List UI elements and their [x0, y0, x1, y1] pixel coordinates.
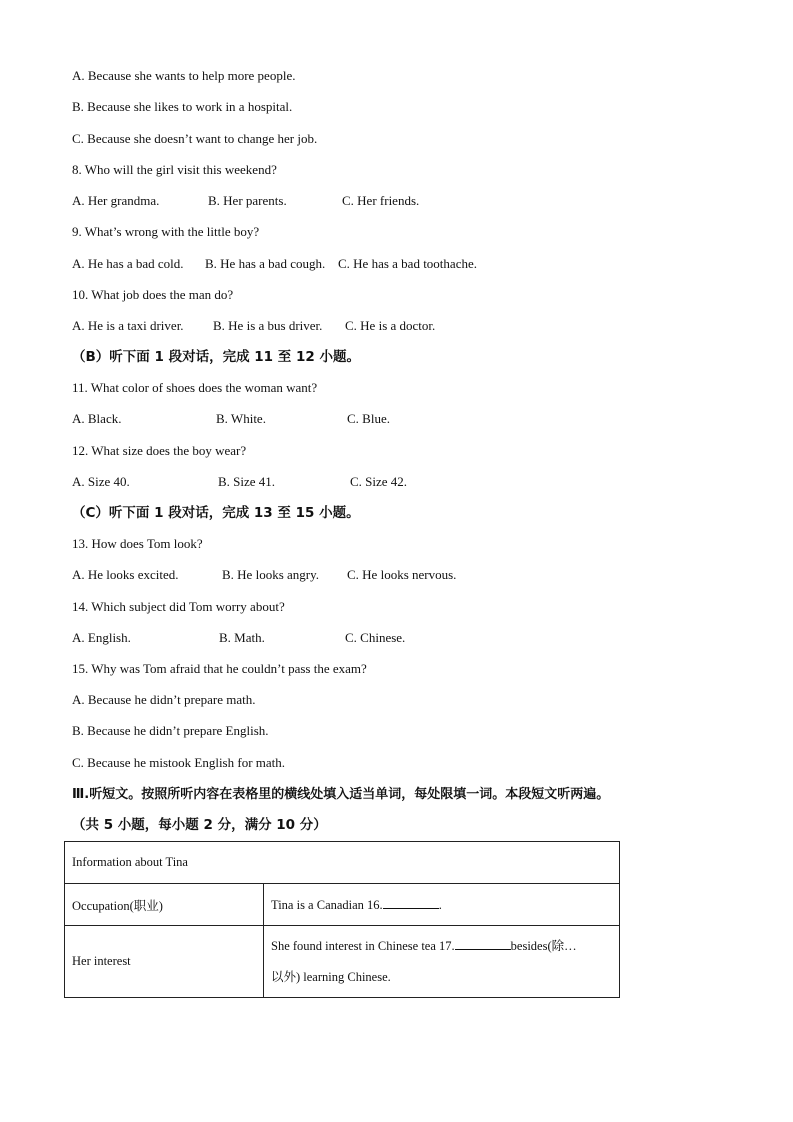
q11-option-c: C. Blue.	[347, 411, 390, 426]
interest-cell	[264, 926, 620, 998]
occupation-text: Tina is a Canadian 16.	[271, 897, 383, 912]
q8-option-b: B. Her parents.	[208, 193, 287, 208]
q15-option-b: B. Because he didn’t prepare English.	[72, 723, 269, 738]
section-b-heading: （B）听下面 1 段对话，完成 11 至 12 小题。	[72, 349, 360, 365]
occupation-period: .	[438, 897, 442, 912]
q8-option-c: C. Her friends.	[342, 193, 420, 208]
section-3-heading: Ⅲ.听短文。按照所听内容在表格里的横线处填入适当单词，每处限填一词。本段短文听两遍。	[72, 787, 610, 802]
question-15: 15. Why was Tom afraid that he couldn’t pass the exam?	[72, 661, 367, 676]
occupation-label: Occupation(职业)	[65, 884, 264, 926]
q13-option-b: B. He looks angry.	[222, 567, 320, 582]
q11-option-b: B. White.	[216, 411, 266, 426]
q15-option-a: A. Because he didn’t prepare math.	[72, 692, 256, 707]
q9-option-c: C. He has a bad toothache.	[338, 256, 477, 271]
q15-option-c: C. Because he mistook English for math.	[72, 755, 286, 770]
q12-option-c: C. Size 42.	[350, 474, 408, 489]
answer-blank-17[interactable]	[455, 938, 511, 950]
question-10: 10. What job does the man do?	[72, 287, 234, 302]
q7-option-b: B. Because she likes to work in a hospital.	[72, 99, 293, 114]
tina-info-table	[64, 841, 620, 998]
table-title: Information about Tina	[65, 842, 620, 884]
section-3-scoring: （共 5 小题，每小题 2 分，满分 10 分）	[72, 817, 327, 833]
q14-option-c: C. Chinese.	[345, 630, 406, 645]
occupation-cell	[264, 884, 620, 926]
q12-option-a: A. Size 40.	[72, 474, 130, 489]
q7-option-c: C. Because she doesn’t want to change her job.	[72, 131, 318, 146]
interest-label: Her interest	[65, 926, 264, 998]
section-c-heading: （C）听下面 1 段对话，完成 13 至 15 小题。	[72, 505, 360, 521]
q9-option-a: A. He has a bad cold.	[72, 256, 184, 271]
q10-option-b: B. He is a bus driver.	[213, 318, 323, 333]
interest-text-b: besides(除…	[510, 938, 577, 953]
q13-option-a: A. He looks excited.	[72, 567, 179, 582]
question-11: 11. What color of shoes does the woman want?	[72, 380, 318, 395]
interest-text-a: She found interest in Chinese tea 17.	[271, 938, 455, 953]
q8-option-a: A. Her grandma.	[72, 193, 160, 208]
q7-option-a: A. Because she wants to help more people.	[72, 68, 296, 83]
q14-option-a: A. English.	[72, 630, 131, 645]
q14-option-b: B. Math.	[219, 630, 265, 645]
q10-option-a: A. He is a taxi driver.	[72, 318, 184, 333]
q13-option-c: C. He looks nervous.	[347, 567, 457, 582]
q12-option-b: B. Size 41.	[218, 474, 276, 489]
q9-option-b: B. He has a bad cough.	[205, 256, 326, 271]
answer-blank-16[interactable]	[383, 897, 439, 909]
question-14: 14. Which subject did Tom worry about?	[72, 599, 285, 614]
question-9: 9. What’s wrong with the little boy?	[72, 224, 260, 239]
q10-option-c: C. He is a doctor.	[345, 318, 436, 333]
interest-text-c: 以外) learning Chinese.	[271, 969, 391, 984]
question-13: 13. How does Tom look?	[72, 536, 203, 551]
question-8: 8. Who will the girl visit this weekend?	[72, 162, 277, 177]
question-12: 12. What size does the boy wear?	[72, 443, 247, 458]
q11-option-a: A. Black.	[72, 411, 122, 426]
